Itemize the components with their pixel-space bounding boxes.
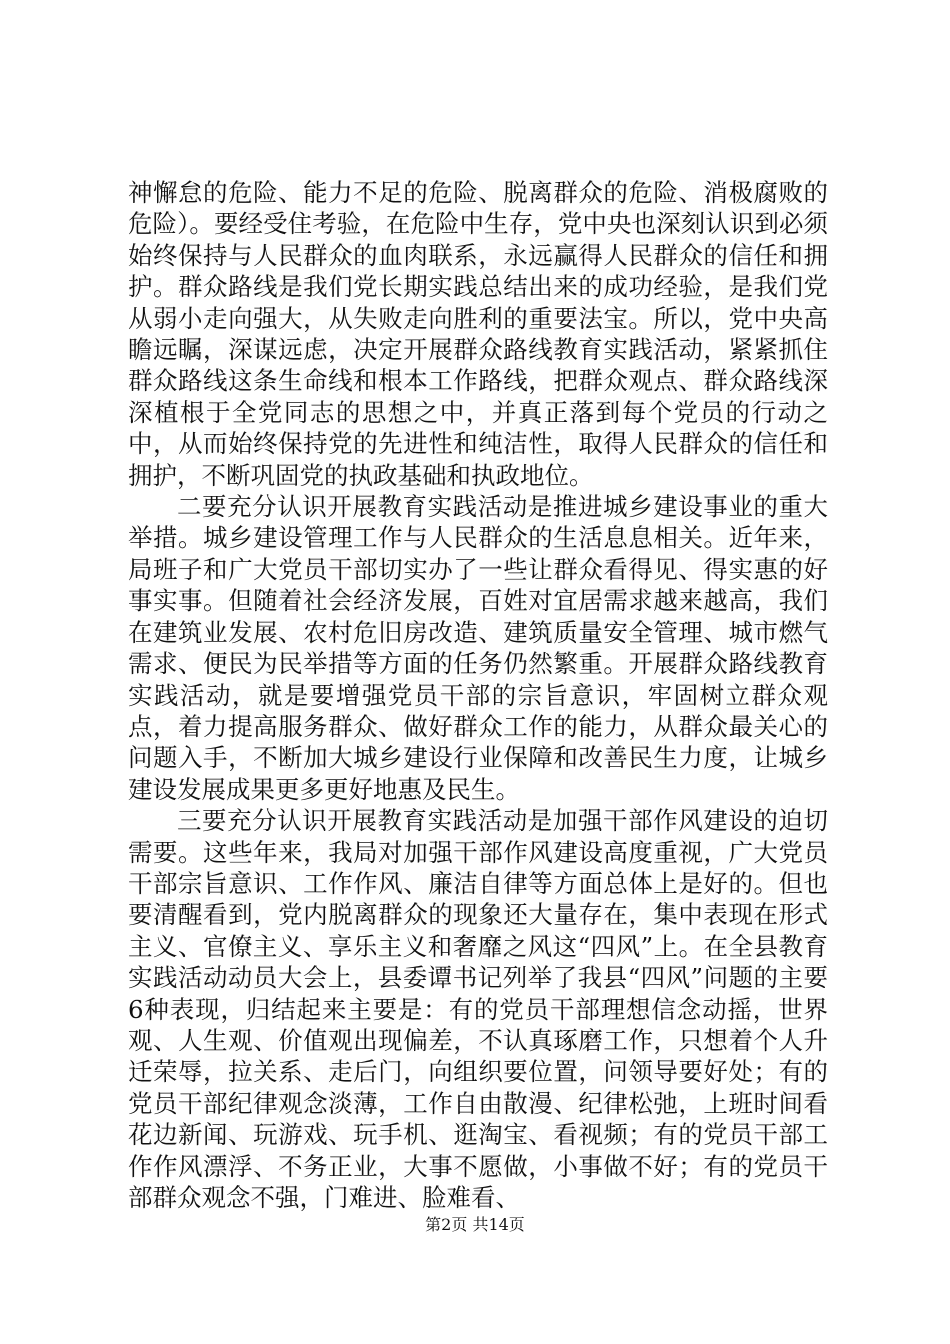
document-body [128,177,828,1213]
paragraph-cadre-work-style: 三要充分认识开展教育实践活动是加强干部作风建设的迫切需要。这些年来，我局对加强干部作风建设高度重视，广大党员干部宗旨意识、工作作风、廉洁自律等方面总体上是好的。但也要清醒看到，党内脱离群众的现象还大量存在，集中表现在形式主义、官僚主义、享乐主义和奢靡之风这“四风”上。在全县教育实践活动动员大会上，县委谭书记列举了我县“四风”问题的主要6种表现，归结起来主要是：有的党员干部理想信念动摇，世界观、人生观、价值观出现偏差，不认真琢磨工作，只想着个人升迁荣辱，拉关系、走后门，向组织要位置，问领导要好处；有的党员干部纪律观念淡薄，工作自由散漫、纪律松弛，上班时间看花边新闻、玩游戏、玩手机、逛淘宝、看视频；有的党员干部工作作风漂浮、不务正业，大事不愿做，小事做不好；有的党员干部群众观念不强，门难进、脸难看、 [128,806,828,1212]
paragraph-continuation: 神懈怠的危险、能力不足的危险、脱离群众的危险、消极腐败的危险）。要经受住考验，在危险中生存，党中央也深刻认识到必须始终保持与人民群众的血肉联系，永远赢得人民群众的信任和拥护。群众路线是我们党长期实践总结出来的成功经验，是我们党从弱小走向强大，从失败走向胜利的重要法宝。所以，党中央高瞻远瞩，深谋远虑，决定开展群众路线教育实践活动，紧紧抓住群众路线这条生命线和根本工作路线，把群众观点、群众路线深深植根于全党同志的思想之中，并真正落到每个党员的行动之中，从而始终保持党的先进性和纯洁性，取得人民群众的信任和拥护，不断巩固党的执政基础和执政地位。 [128,178,828,490]
page-number-footer: 第2页 共14页 [425,1215,525,1234]
paragraph-urban-rural-construction: 二要充分认识开展教育实践活动是推进城乡建设事业的重大举措。城乡建设管理工作与人民群众的生活息息相关。近年来，局班子和广大党员干部切实办了一些让群众看得见、得实惠的好事实事。但随着社会经济发展，百姓对宜居需求越来越高，我们在建筑业发展、农村危旧房改造、建筑质量安全管理、城市燃气需求、便民为民举措等方面的任务仍然繁重。开展群众路线教育实践活动，就是要增强党员干部的宗旨意识，牢固树立群众观点，着力提高服务群众、做好群众工作的能力，从群众最关心的问题入手，不断加大城乡建设行业保障和改善民生力度，让城乡建设发展成果更多更好地惠及民生。 [128,492,828,804]
